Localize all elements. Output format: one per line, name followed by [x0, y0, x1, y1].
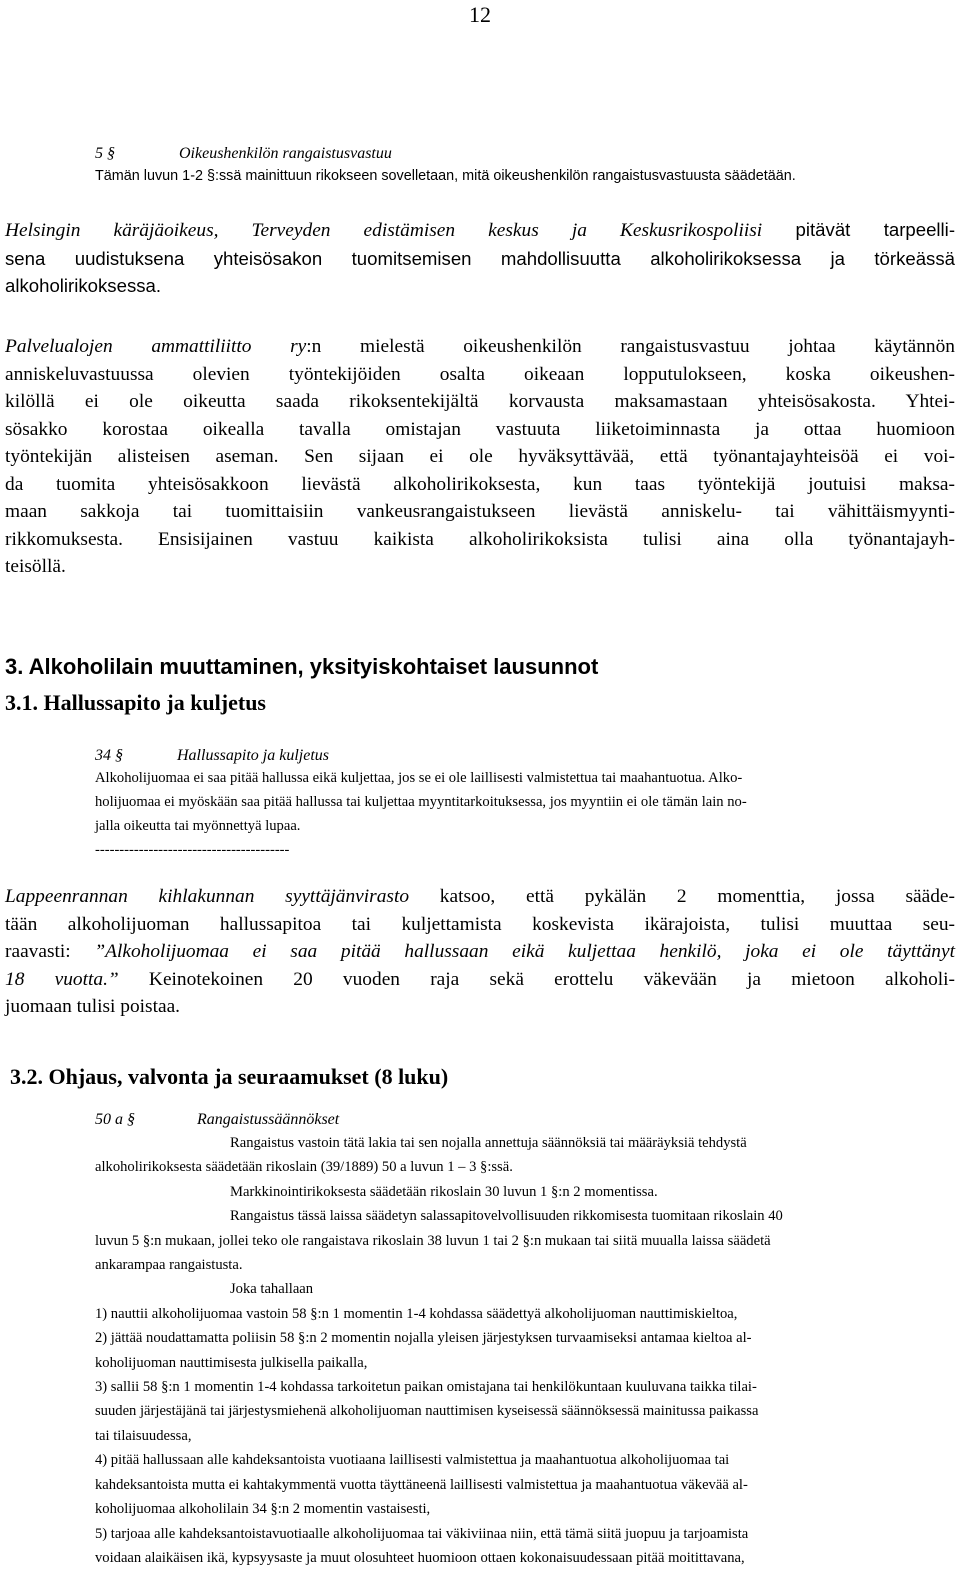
paragraph-line: Helsingin käräjäoikeus, Terveyden edistämisen keskus ja Keskusrikospoliisi pitävät tarpeelli- [5, 219, 956, 241]
paragraph-line: Lappeenrannan kihlakunnan syyttäjänvirasto katsoo, että pykälän 2 momenttia, jossa sääde- [5, 886, 955, 907]
paragraph-line: kilöllä ei ole oikeutta saada rikoksentekijältä korvausta maksamastaan yhteisösakosta. Yhtei- [5, 391, 955, 412]
organization-name: Lappeenrannan kihlakunnan syyttäjänvirasto [5, 886, 410, 907]
section-50a-heading [95, 1111, 339, 1129]
paragraph-line: sena uudistuksena yhteisösakon tuomitsemisen mahdollisuutta alkoholirikoksessa ja törkeässä [5, 247, 955, 269]
page-number: 12 [469, 2, 491, 27]
proposed-wording: ”Alkoholijuomaa ei saa pitää hallussaan eikä kuljettaa henkilö, joka ei ole täyttänyt [94, 941, 955, 962]
text-line: Rangaistus vastoin tätä lakia tai sen nojalla annettuja säännöksiä tai määräyksiä tehdystä [230, 1135, 747, 1151]
paragraph-line: maan sakkoja tai tuomittaisiin vankeusrangaistukseen lievästä anniskelu- tai vähittäismyynti- [5, 501, 955, 522]
paragraph-pam [5, 333, 955, 581]
paragraph-line: da tuomita yhteisösakkoon lievästä alkoholirikoksesta, kun taas työntekijä joutuisi maksa- [5, 473, 955, 495]
paragraph-line: anniskeluvastuussa olevien työntekijöiden osalta oikeaan lopputulokseen, koska oikeushen- [5, 363, 955, 385]
list-item-cont: koholijuoman nauttimisesta julkisella paikalla, [95, 1354, 368, 1371]
list-item-cont: suuden järjestäjänä tai järjestysmiehenä alkoholijuoman nauttimisen kyseisessä säännöksessä mainitussa paikassa [95, 1403, 759, 1420]
list-item-cont: koholijuomaa alkoholilain 34 §:n 2 momentin vastaisesti, [95, 1501, 431, 1518]
paragraph-line: juomaan tulisi poistaa. [5, 996, 181, 1017]
section-number: 34 [95, 747, 111, 764]
list-item-cont: voidaan alaikäisen ikä, kypsyysaste ja muut olosuhteet huomioon ottaen kokonaisuudessaan pitää moitittavana, [95, 1549, 745, 1566]
section-title: Oikeushenkilön rangaistusvastuu [179, 145, 392, 162]
list-item: 2) jättää noudattamatta poliisin 58 §:n 2 momentin nojalla yleisen järjestyksen turvaamiseksi antamaa kieltoa al- [95, 1330, 752, 1347]
section-50a-text [95, 1131, 957, 1570]
paragraph-line: työntekijän alisteisen aseman. Sen sijaan ei ole hyväksyttävää, että työnantajayhteisöä ei voi- [5, 446, 955, 467]
paragraph-line: alkoholirikoksessa. [5, 275, 162, 296]
list-item-cont: tai tilaisuudessa, [95, 1427, 192, 1444]
paragraph-line: teisöllä. [5, 556, 66, 577]
paragraph-line: rikkomuksesta. Ensisijainen vastuu kaikista alkoholirikoksista tulisi aina olla työnantajayh- [5, 528, 955, 550]
text-line: holijuomaa ei myöskään saa pitää hallussa tai kuljettaa myyntitarkoituksessa, jos myyntiin ei ole tämän lain no- [95, 794, 747, 810]
list-item-cont: kahdeksantoista mutta ei kahtakymmentä vuotta täyttäneenä laillisesti valmistettua ja maahantuotua väkevää al- [95, 1476, 748, 1493]
heading-3-1: 3.1. Hallussapito ja kuljetus [5, 690, 266, 715]
section-5-heading [95, 145, 392, 163]
paragraph-line: Palvelualojen ammattiliitto ry:n mielestä oikeushenkilön rangaistusvastuu johtaa käytännön [5, 336, 955, 357]
paragraph-line: sösakko korostaa oikealla tavalla omistajan vastuuta liiketoiminnasta ja ottaa huomioon [5, 418, 955, 440]
list-item: 5) tarjoaa alle kahdeksantoistavuotiaalle alkoholijuomaa tai väkiviinaa niin, että tämä siitä juopuu ja tarjoamista [95, 1525, 749, 1542]
dash-separator: ---------------------------------------- [95, 842, 290, 858]
list-item: 3) sallii 58 §:n 1 momentin 1-4 kohdassa tarkoitetun paikan omistajana tai henkilökuntaan kuuluvana taikka tilai- [95, 1379, 757, 1396]
proposed-wording-end: 18 vuotta.” [5, 968, 119, 990]
list-item: 1) nauttii alkoholijuomaa vastoin 58 §:n 1 momentin 1-4 kohdassa säädettyä alkoholijuoman nauttimiskieltoa, [95, 1305, 738, 1322]
organization-names: Helsingin käräjäoikeus, Terveyden edistämisen keskus ja Keskusrikospoliisi [5, 220, 763, 241]
text-line: Joka tahallaan [230, 1281, 314, 1298]
section-number: 5 [95, 145, 103, 162]
list-item: 4) pitää hallussaan alle kahdeksantoista vuotiaana laillisesti valmistettua ja maahantuotua alkoholijuomaa tai [95, 1452, 730, 1469]
text-line: Markkinointirikoksesta säädetään rikoslain 30 luvun 1 §:n 2 momentissa. [230, 1183, 658, 1200]
section-number: 50 a [95, 1111, 123, 1128]
paragraph-line: raavasti: ”Alkoholijuomaa ei saa pitää hallussaan eikä kuljettaa henkilö, joka ei ole täyttänyt [5, 941, 955, 962]
text-line: ankarampaa rangaistusta. [95, 1257, 243, 1274]
organization-name: Palvelualojen ammattiliitto ry [5, 336, 307, 357]
section-sign: § [107, 145, 115, 162]
text-line: luvun 5 §:n mukaan, jollei teko ole rangaistava rikoslain 38 luvun 1 tai 2 §:n mukaan tai siitä muualla laissa säädetä [95, 1232, 771, 1249]
paragraph-lappeenranta [5, 883, 955, 1021]
section-title: Rangaistussäännökset [197, 1111, 340, 1128]
section-5-text: Tämän luvun 1-2 §:ssä mainittuun rikokseen sovelletaan, mitä oikeushenkilön rangaistusvastuusta säädetään. [95, 168, 796, 184]
heading-3: 3. Alkoholilain muuttaminen, yksityiskohtaiset lausunnot [5, 654, 599, 679]
section-sign: § [127, 1111, 135, 1128]
paragraph-line: tään alkoholijuoman hallussapitoa tai kuljettamista koskevista ikärajoista, tulisi muuttaa seu- [5, 913, 955, 935]
paragraph-helsinki [5, 216, 955, 300]
text-line: alkoholirikoksesta säädetään rikoslain (39/1889) 50 a luvun 1 – 3 §:ssä. [95, 1159, 513, 1176]
paragraph-line: 18 vuotta.” Keinotekoinen 20 vuoden raja sekä erottelu väkevään ja mietoon alkoholi- [5, 968, 955, 990]
text-line: jalla oikeutta tai myönnettyä lupaa. [95, 818, 301, 834]
section-34-heading [95, 747, 329, 765]
text-line: Alkoholijuomaa ei saa pitää hallussa eikä kuljettaa, jos se ei ole laillisesti valmistettua tai maahantuotua. Alko- [95, 770, 743, 786]
section-sign: § [115, 747, 123, 764]
section-34-text [95, 766, 957, 862]
text-line: Rangaistus tässä laissa säädetyn salassapitovelvollisuuden rikkomisesta tuomitaan rikoslain 40 [230, 1208, 783, 1225]
section-title: Hallussapito ja kuljetus [177, 747, 329, 764]
heading-3-2: 3.2. Ohjaus, valvonta ja seuraamukset (8 luku) [10, 1064, 449, 1089]
